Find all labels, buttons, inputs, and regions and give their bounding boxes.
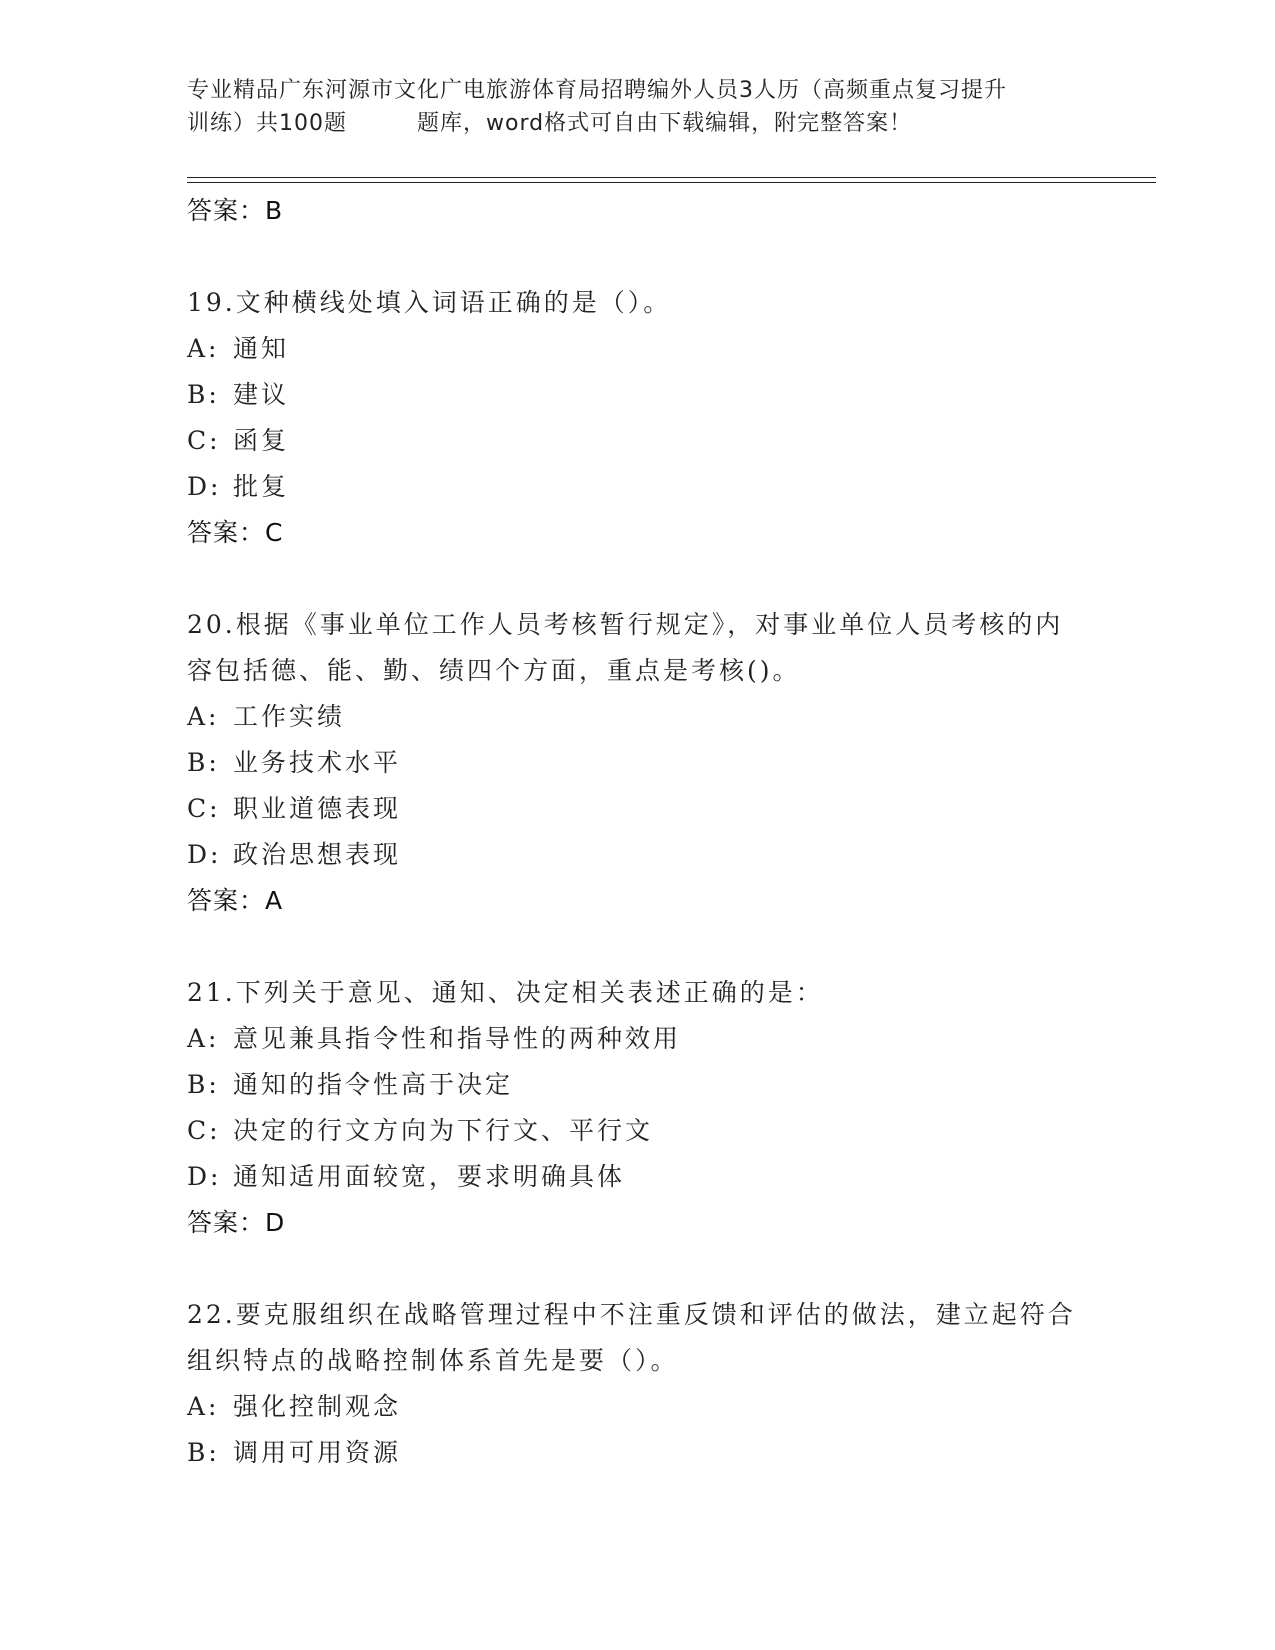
option-c: C: 决定的行文方向为下行文、平行文 xyxy=(187,1116,654,1145)
header-line-2-start: 训练）共100题 xyxy=(187,111,347,136)
option-a: A: 意见兼具指令性和指导性的两种效用 xyxy=(187,1024,682,1053)
answer: 答案：A xyxy=(187,886,284,915)
question-text: 21.下列关于意见、通知、决定相关表述正确的是： xyxy=(187,978,824,1007)
option-c: C: 函复 xyxy=(187,426,290,455)
question-text: 19.文种横线处填入词语正确的是（）。 xyxy=(187,288,672,317)
header-line-1: 专业精品广东河源市文化广电旅游体育局招聘编外人员3人历（高频重点复习提升 xyxy=(187,78,1007,103)
option-b: B: 调用可用资源 xyxy=(187,1438,402,1467)
header-line-2 xyxy=(187,107,1087,140)
question-20 xyxy=(187,602,1087,924)
option-a: A: 强化控制观念 xyxy=(187,1392,402,1421)
option-d: D: 通知适用面较宽，要求明确具体 xyxy=(187,1162,626,1191)
question-text: 20.根据《事业单位工作人员考核暂行规定》，对事业单位人员考核的内容包括德、能、勤、绩四个方面，重点是考核()。 xyxy=(187,610,1064,685)
option-c: C: 职业道德表现 xyxy=(187,794,402,823)
question-22 xyxy=(187,1292,1087,1476)
option-b: B: 业务技术水平 xyxy=(187,748,402,777)
question-19 xyxy=(187,280,1087,556)
question-21 xyxy=(187,970,1087,1246)
header-line-2-end: 题库，word格式可自由下载编辑，附完整答案！ xyxy=(417,111,913,136)
answer: 答案：C xyxy=(187,518,284,547)
option-b: B: 通知的指令性高于决定 xyxy=(187,1070,514,1099)
option-d: D: 政治思想表现 xyxy=(187,840,402,869)
previous-answer: 答案：B xyxy=(187,196,284,225)
option-b: B: 建议 xyxy=(187,380,290,409)
option-a: A: 通知 xyxy=(187,334,290,363)
option-d: D: 批复 xyxy=(187,472,290,501)
option-a: A: 工作实绩 xyxy=(187,702,346,731)
question-text: 22.要克服组织在战略管理过程中不注重反馈和评估的做法，建立起符合组织特点的战略控制体系首先是要（）。 xyxy=(187,1300,1076,1375)
document-header xyxy=(187,74,1087,140)
answer: 答案：D xyxy=(187,1208,286,1237)
header-rule-bottom xyxy=(187,182,1156,183)
header-rule-top xyxy=(187,177,1156,178)
question-list xyxy=(187,188,1087,1476)
